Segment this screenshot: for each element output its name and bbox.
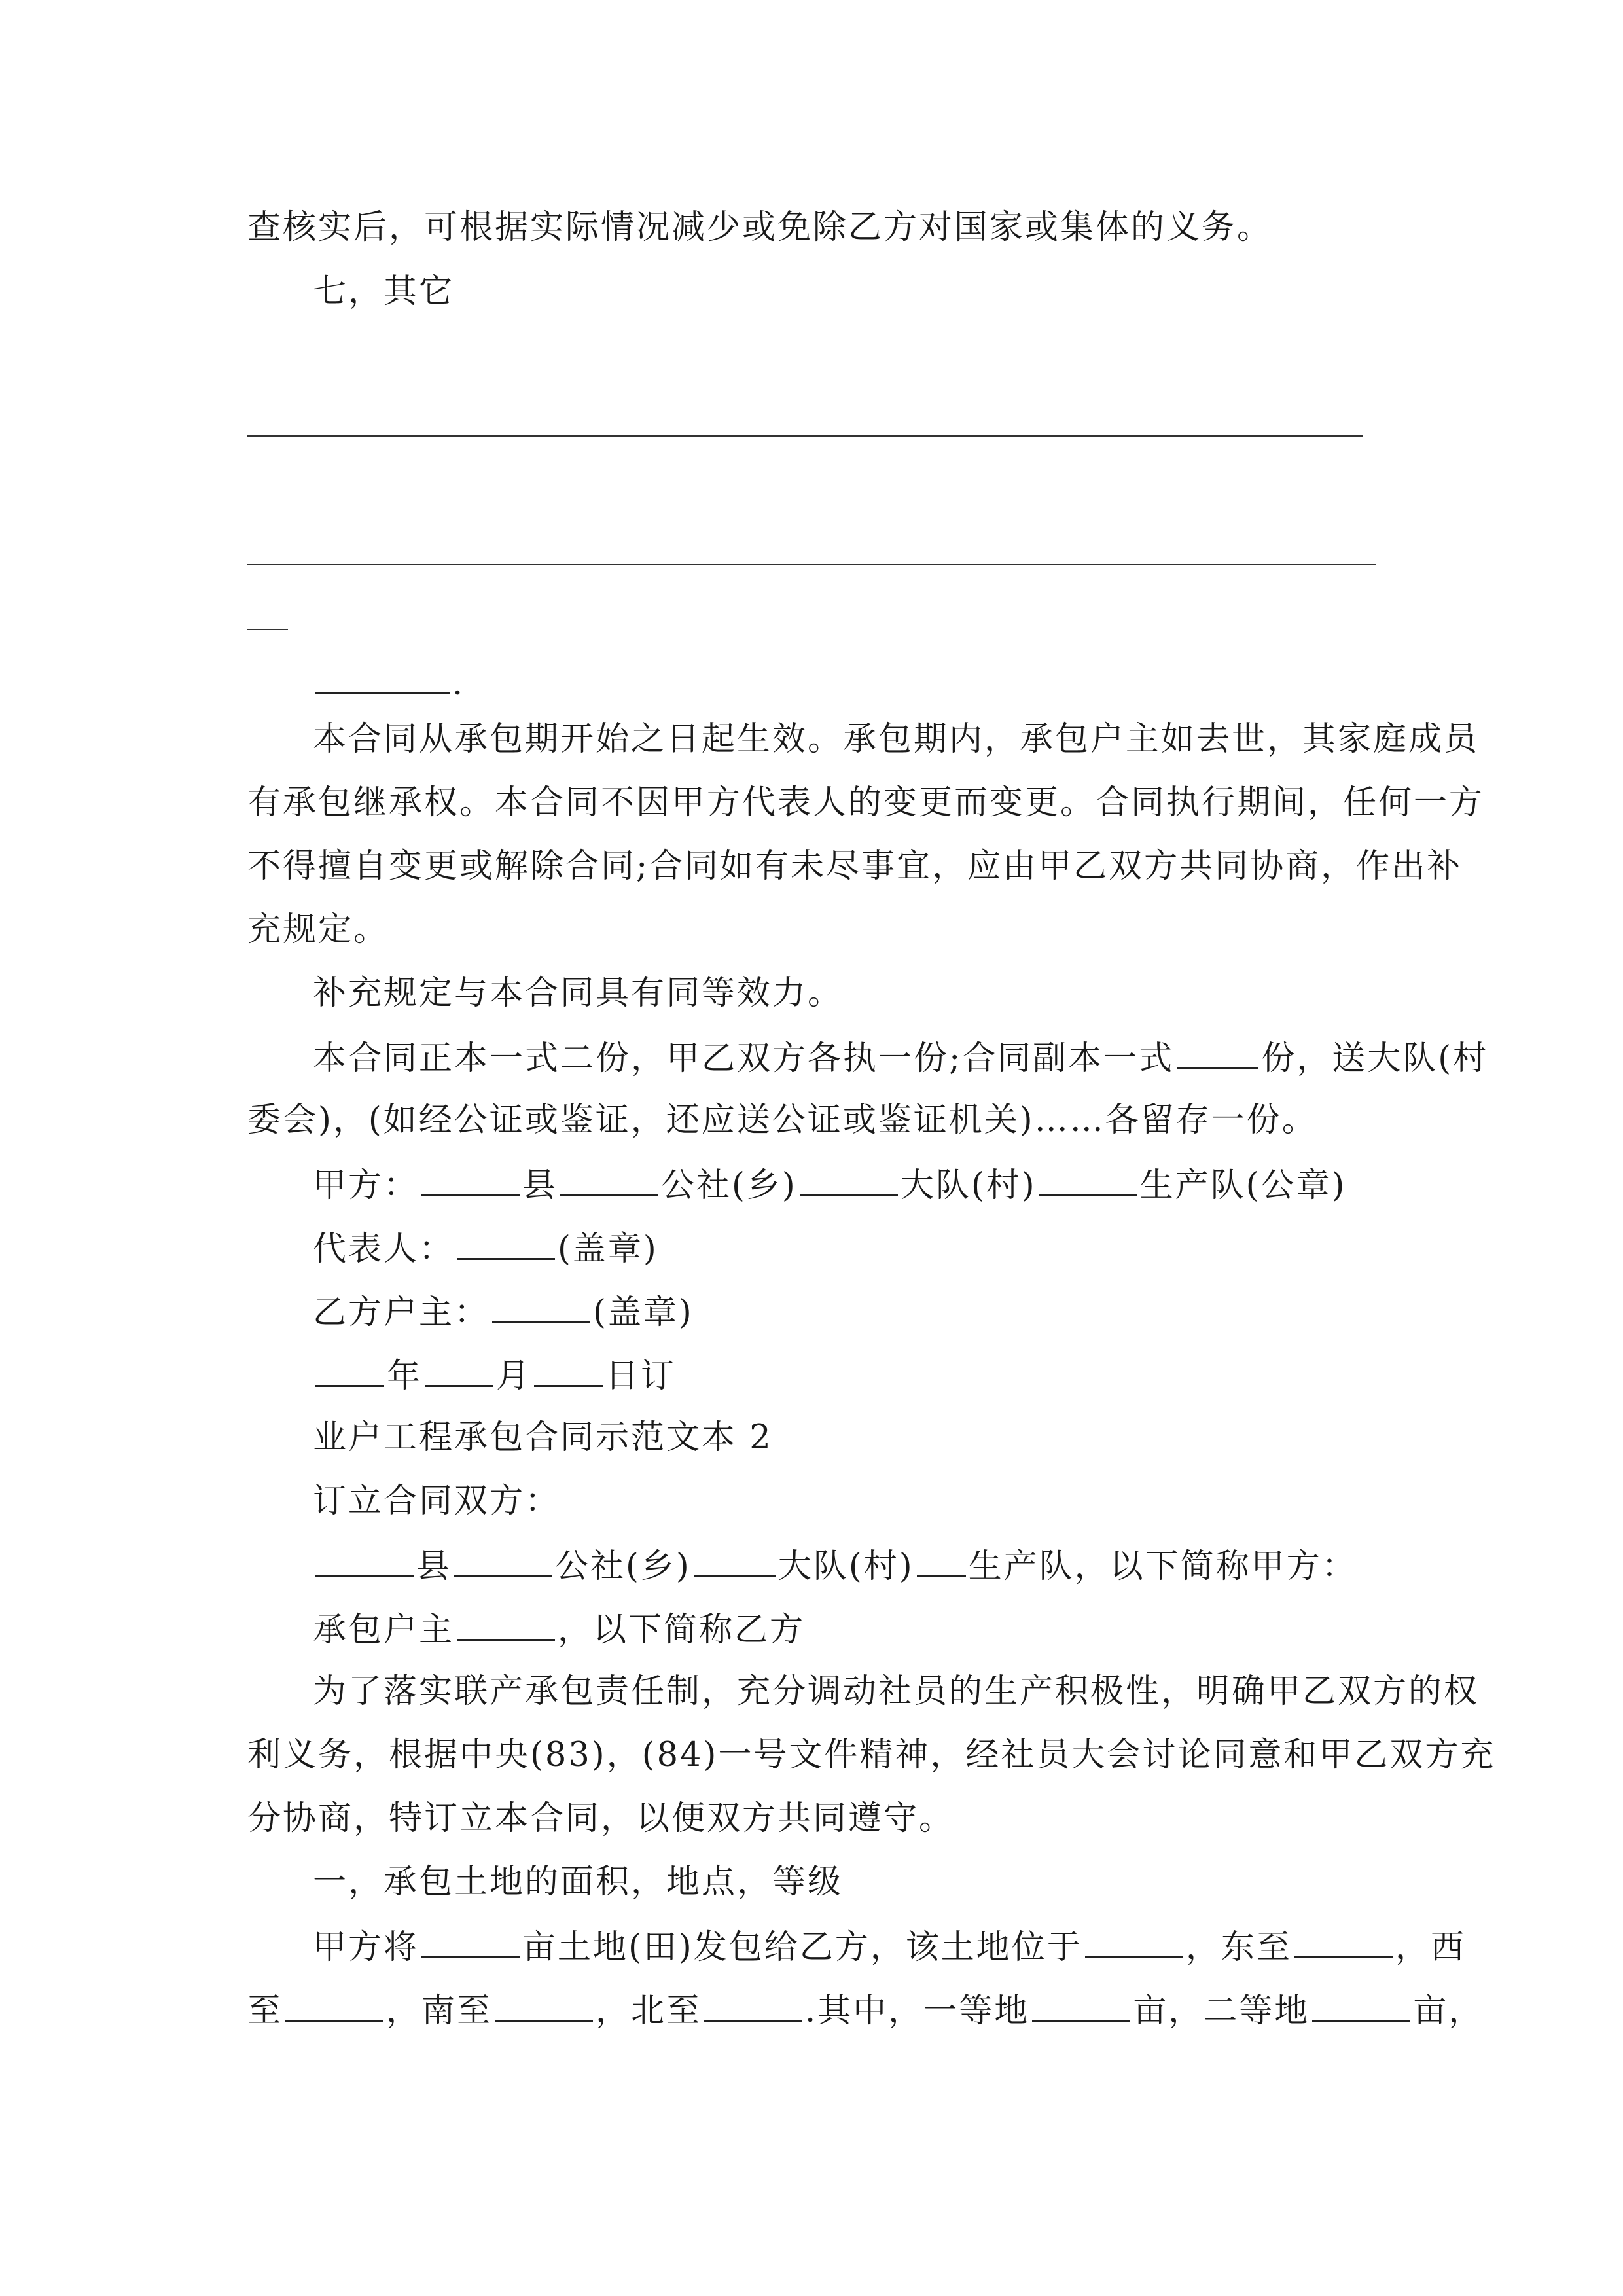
blank-field[interactable] (1039, 1164, 1137, 1196)
blank-field[interactable] (457, 1228, 555, 1260)
blank-field[interactable] (495, 1990, 593, 2022)
parties-line: 县 公社(乡) 大队(村) 生产队，以下简称甲方： (313, 1545, 1357, 1587)
blank-field[interactable] (704, 1990, 802, 2022)
blank-field[interactable] (800, 1164, 898, 1196)
party-a-line: 甲方： 县 公社(乡) 大队(村) 生产队(公章) (313, 1164, 1346, 1206)
paragraph-line: 分协商，特订立本合同，以便双方共同遵守。 (247, 1799, 955, 1838)
blank-field[interactable] (560, 1164, 658, 1196)
blank-field[interactable] (454, 1545, 552, 1577)
blank-field[interactable] (315, 1355, 384, 1387)
blank-field[interactable] (1294, 1926, 1393, 1958)
blank-fill-line (247, 564, 1376, 565)
date-line: 年 月 日订 (313, 1355, 676, 1396)
paragraph-line: 查核实后，可根据实际情况减少或免除乙方对国家或集体的义务。 (247, 208, 1273, 247)
blank-field[interactable] (285, 1990, 383, 2022)
blank-field[interactable] (492, 1291, 590, 1323)
blank-field[interactable] (917, 1545, 966, 1577)
paragraph-line: 充规定。 (247, 910, 389, 949)
blank-field[interactable] (1085, 1926, 1183, 1958)
paragraph-line: 本合同从承包期开始之日起生效。承包期内，承包户主如去世，其家庭成员 (313, 720, 1480, 759)
blank-field[interactable] (457, 1609, 555, 1641)
paragraph-line: 为了落实联产承包责任制，充分调动社员的生产积极性，明确甲乙双方的权 (313, 1672, 1480, 1711)
blank-field[interactable] (315, 662, 450, 694)
blank-field[interactable] (421, 1164, 520, 1196)
land-line: 至 ，南至 ，北至 .其中，一等地 亩，二等地 亩， (247, 1990, 1484, 2031)
blank-field[interactable] (425, 1355, 493, 1387)
copies-line: 本合同正本一式二份，甲乙双方各执一份;合同副本一式 份，送大队(村 (313, 1037, 1488, 1079)
representative-line: 代表人： (盖章) (313, 1228, 658, 1269)
paragraph-line: 补充规定与本合同具有同等效力。 (313, 974, 844, 1013)
blank-fill-line (247, 435, 1363, 437)
blank-field[interactable] (1177, 1037, 1258, 1069)
section-heading: 七，其它 (313, 272, 455, 311)
blank-field[interactable] (315, 1545, 414, 1577)
land-line: 甲方将 亩土地(田)发包给乙方，该土地位于 ，东至 ，西 (313, 1926, 1466, 1967)
blank-field[interactable] (1312, 1990, 1410, 2022)
blank-period-line: . (313, 662, 465, 704)
blank-field[interactable] (1032, 1990, 1130, 2022)
paragraph-line: 有承包继承权。本合同不因甲方代表人的变更而变更。合同执行期间，任何一方 (247, 783, 1485, 822)
paragraph-line: 订立合同双方： (313, 1482, 561, 1520)
paragraph-line: 利义务，根据中央(83)，(84)一号文件精神，经社员大会讨论同意和甲乙双方充 (247, 1736, 1496, 1774)
paragraph-line: 委会)，(如经公证或鉴证，还应送公证或鉴证机关)……各留存一份。 (247, 1101, 1317, 1139)
paragraph-line: 不得擅自变更或解除合同;合同如有未尽事宜，应由甲乙双方共同协商，作出补 (247, 847, 1463, 886)
section-title: 业户工程承包合同示范文本 2 (313, 1418, 773, 1457)
blank-field[interactable] (694, 1545, 776, 1577)
section-heading: 一，承包土地的面积，地点，等级 (313, 1863, 844, 1901)
blank-fill-line (247, 629, 288, 630)
blank-field[interactable] (421, 1926, 520, 1958)
blank-field[interactable] (534, 1355, 603, 1387)
party-b-line: 乙方户主： (盖章) (313, 1291, 694, 1333)
contractor-line: 承包户主 ，以下简称乙方 (313, 1609, 805, 1650)
